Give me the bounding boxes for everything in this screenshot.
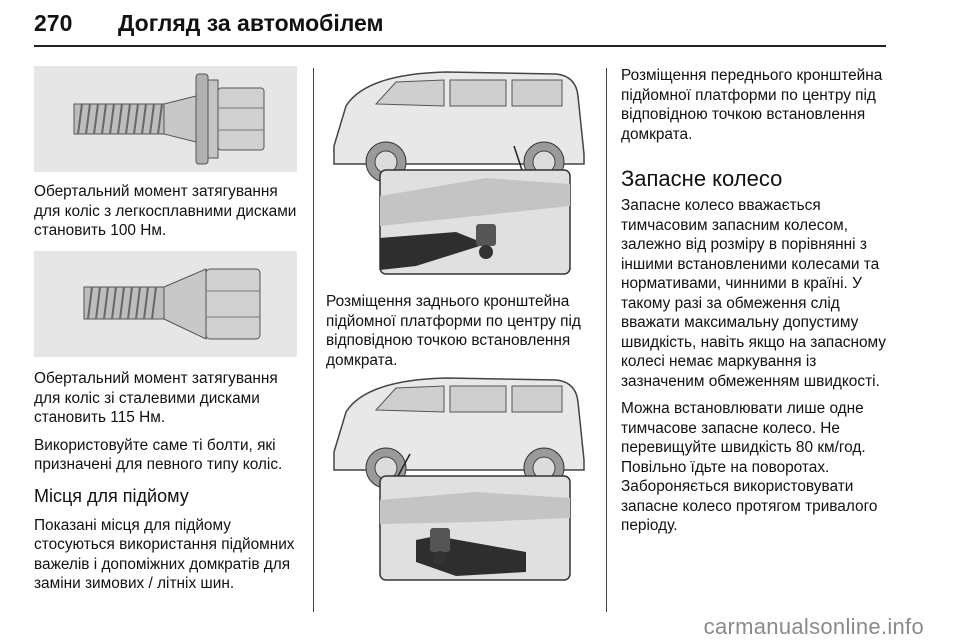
column-divider-1 (313, 68, 314, 612)
lifting-points-heading: Місця для підйому (34, 485, 189, 506)
alloy-wheel-bolt-figure (34, 66, 297, 172)
steel-torque-caption: Обертальний момент затягування для коліс зі сталевими дисками становить 115 Нм. (34, 370, 278, 426)
column-divider-2 (606, 68, 607, 612)
page-header (34, 6, 886, 44)
rear-lift-point-figure (326, 66, 590, 278)
bolts-note: Використовуйте саме ті болти, які призначені для певного типу коліс. (34, 436, 283, 473)
page-number: 270 (34, 10, 73, 36)
front-lift-point-figure (326, 372, 590, 584)
watermark: carmanualsonline.info (703, 614, 924, 639)
chapter-title: Догляд за автомобілем (118, 10, 384, 36)
spare-wheel-paragraph-2: Можна встановлювати лише одне тимчасове запасне колесо. Не перевищуйте швидкість 80 км/год. Повільно їдьте на поворотах. Забороняється використовувати запасне колесо протягом тривалого періоду. (621, 400, 878, 534)
alloy-torque-caption: Обертальний момент затягування для коліс з легкосплавними дисками становить 100 Нм. (34, 183, 297, 239)
header-rule (34, 45, 886, 47)
spare-wheel-paragraph-1: Запасне колесо вважається тимчасовим запасним колесом, залежно від розміру в порівнянні з іншими встановленими колесами та нормативами, чинними в країні. У такому разі за обмеження слід вважати максимальну допустиму швидкість, навіть якщо на запасному колесі немає маркування із зазначеним обмеженням швидкості. (621, 197, 887, 390)
spare-wheel-heading: Запасне колесо (621, 166, 783, 191)
lifting-points-text: Показані місця для підйому стосуються використання підйомних важелів і допоміжних домкратів для заміни зимових / літніх шин. (34, 516, 295, 592)
front-lift-point-caption: Розміщення переднього кронштейна підйомної платформи по центру під відповідною точкою встановлення домкрата. (621, 67, 883, 143)
steel-wheel-bolt-figure (34, 251, 297, 357)
rear-lift-point-caption: Розміщення заднього кронштейна підйомної платформи по центру під відповідною точкою встановлення домкрата. (326, 293, 581, 369)
